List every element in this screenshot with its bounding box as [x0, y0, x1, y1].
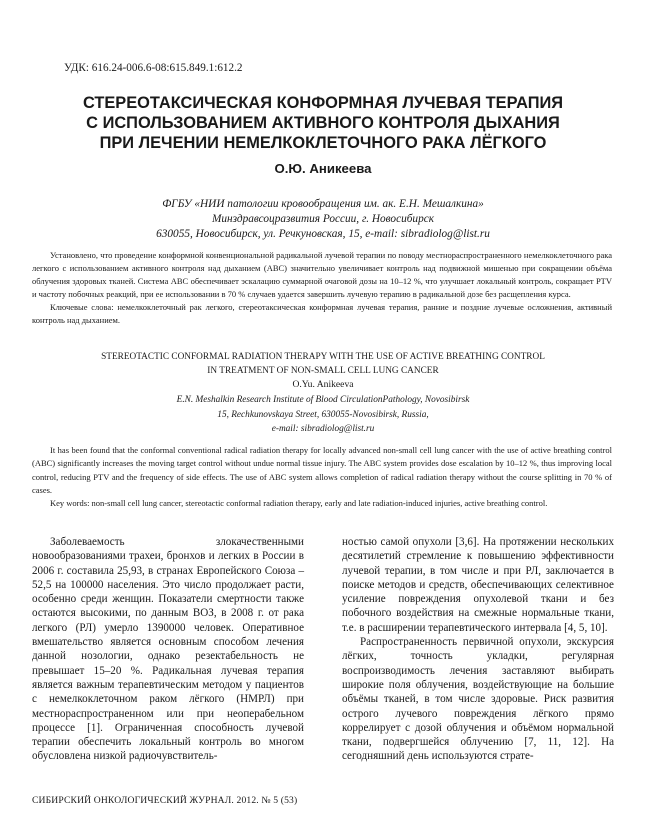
- title-line: СТЕРЕОТАКСИЧЕСКАЯ КОНФОРМНАЯ ЛУЧЕВАЯ ТЕРАПИЯ: [82, 94, 564, 112]
- title-line: С ИСПОЛЬЗОВАНИЕМ АКТИВНОГО КОНТРОЛЯ ДЫХАНИЯ: [86, 114, 560, 132]
- keywords-en: Key words: non-small cell lung cancer, stereotactic conformal radiation therapy, early and late radiation-induced injuries, active breathing control.: [50, 498, 548, 509]
- english-affiliation: [40, 393, 606, 437]
- body-right-column: [342, 535, 614, 764]
- body-paragraph: Заболеваемость злокачественными новообразованиями трахеи, бронхов и легких в России в 2006 г. составила 25,93, в странах Европейского Союза – 52,5 на 100000 населения. Это число продолжает расти, особенно среди женщин. Показатели смертности также остаются высокими, по данным ВОЗ, в 2008 г. от рака легкого (РЛ) умерло 1390000 человек. Оперативное вмешательство является основным способом лечения данной нозологии, однако резектабельность не превышает 15–20 %. Радикальная лучевая терапия является важным терапевтическим методом у пациентов с немелкоклеточном раком лёгкого (НМРЛ) при местнораспространенном или при неоперабельном процессе [1]. Ограниченная способность лучевой терапии обеспечить локальный контроль во многом обусловлена низкой радиочувствитель-: [32, 536, 304, 763]
- abstract-en: [32, 444, 612, 510]
- article-title: [40, 93, 606, 153]
- abstract-ru-text: Установлено, что проведение конформной конвенциональной радикальной лучевой терапии по поводу местнораспространенного немелкоклеточного рака легкого с использованием активного контроля над дыханием (ABC) значительно увеличивает контроль над подвижной мишенью при сокращении объёма облучения здоровых тканей. Система АВС обеспечивает эскалацию суммарной очаговой дозы на 10–12 %, что улучшает локальный контроль, сокращает PTV и частоту побочных реакций, при ее использовании в 70 % случаев удается завершить лучевую терапию в радикальной дозе без расщепления курса.: [32, 250, 612, 300]
- journal-footer: СИБИРСКИЙ ОНКОЛОГИЧЕСКИЙ ЖУРНАЛ. 2012. № 5 (53): [32, 795, 298, 806]
- body-left-column: [32, 535, 304, 764]
- author-name: О.Ю. Аникеева: [274, 161, 372, 176]
- english-title-line: STEREOTACTIC CONFORMAL RADIATION THERAPY WITH THE USE OF ACTIVE BREATHING CONTROL: [101, 352, 545, 362]
- title-line: ПРИ ЛЕЧЕНИИ НЕМЕЛКОКЛЕТОЧНОГО РАКА ЛЁГКОГО: [99, 134, 547, 152]
- body-paragraph: ностью самой опухоли [3,6]. На протяжении нескольких десятилетий стремление к повышению эффективности лучевой терапии, в том числе и при РЛ, заключается в поиске методов и средств, обеспечивающих селективное усиление повреждения опухолевой ткани и без побочного воздействия на смежные нормальные ткани, т.е. в расширении терапевтического интервала [4, 5, 10].: [342, 536, 614, 634]
- affiliation-line: Минздравсоцразвития России, г. Новосибирск: [211, 213, 435, 225]
- english-author: O.Yu. Anikeeva: [292, 379, 354, 390]
- abstract-ru: [32, 249, 612, 328]
- keywords-ru: Ключевые слова: немелкоклеточный рак легкого, стереотаксическая конформная лучевая терапия, ранние и поздние лучевые осложнения, активный контроль над дыханием.: [32, 302, 612, 326]
- english-affiliation-line: E.N. Meshalkin Research Institute of Blood CirculationPathology, Novosibirsk: [176, 395, 470, 405]
- affiliation: [40, 197, 606, 242]
- body-paragraph: Распространенность первичной опухоли, экскурсия лёгких, точность укладки, регулярная воспроизводимость лечения заставляют выбирать широкие поля облучения, воздействующие на большие объёмы тканей, в том числе здоровые. Риск развития острого лучевого повреждения лёгкого прямо коррелирует с дозой облучения и объёмом нормальной ткани, подвергшейся облучению [7, 11, 12]. На сегодняшний день используются страте-: [342, 636, 614, 763]
- english-affiliation-line: 15, Rechkunovskaya Street, 630055-Novosibirsk, Russia,: [217, 409, 429, 420]
- english-title-line: IN TREATMENT OF NON-SMALL CELL LUNG CANCER: [207, 366, 439, 376]
- english-affiliation-line: e-mail: sibradiolog@list.ru: [271, 424, 375, 434]
- abstract-en-text: It has been found that the conformal conventional radical radiation therapy for locally advanced non-small cell lung cancer with the use of active breathing control (ABC) significantly increases the moving target control without undue normal tissue injury. The ABC system provides dose escalation by 10–12 %, thus improving local control, reducing PTV and the frequency of side effects. The use of ABC system allows completion of radical radiation therapy without the course splitting in 70 % of cases.: [32, 445, 612, 495]
- affiliation-line: 630055, Новосибирск, ул. Речкуновская, 15, e-mail: sibradiolog@list.ru: [156, 228, 490, 240]
- udk-code: УДК: 616.24-006.6-08:615.849.1:612.2: [64, 62, 243, 74]
- affiliation-line: ФГБУ «НИИ патологии кровообращения им. ак. Е.Н. Мешалкина»: [162, 198, 484, 210]
- english-title: [40, 350, 606, 378]
